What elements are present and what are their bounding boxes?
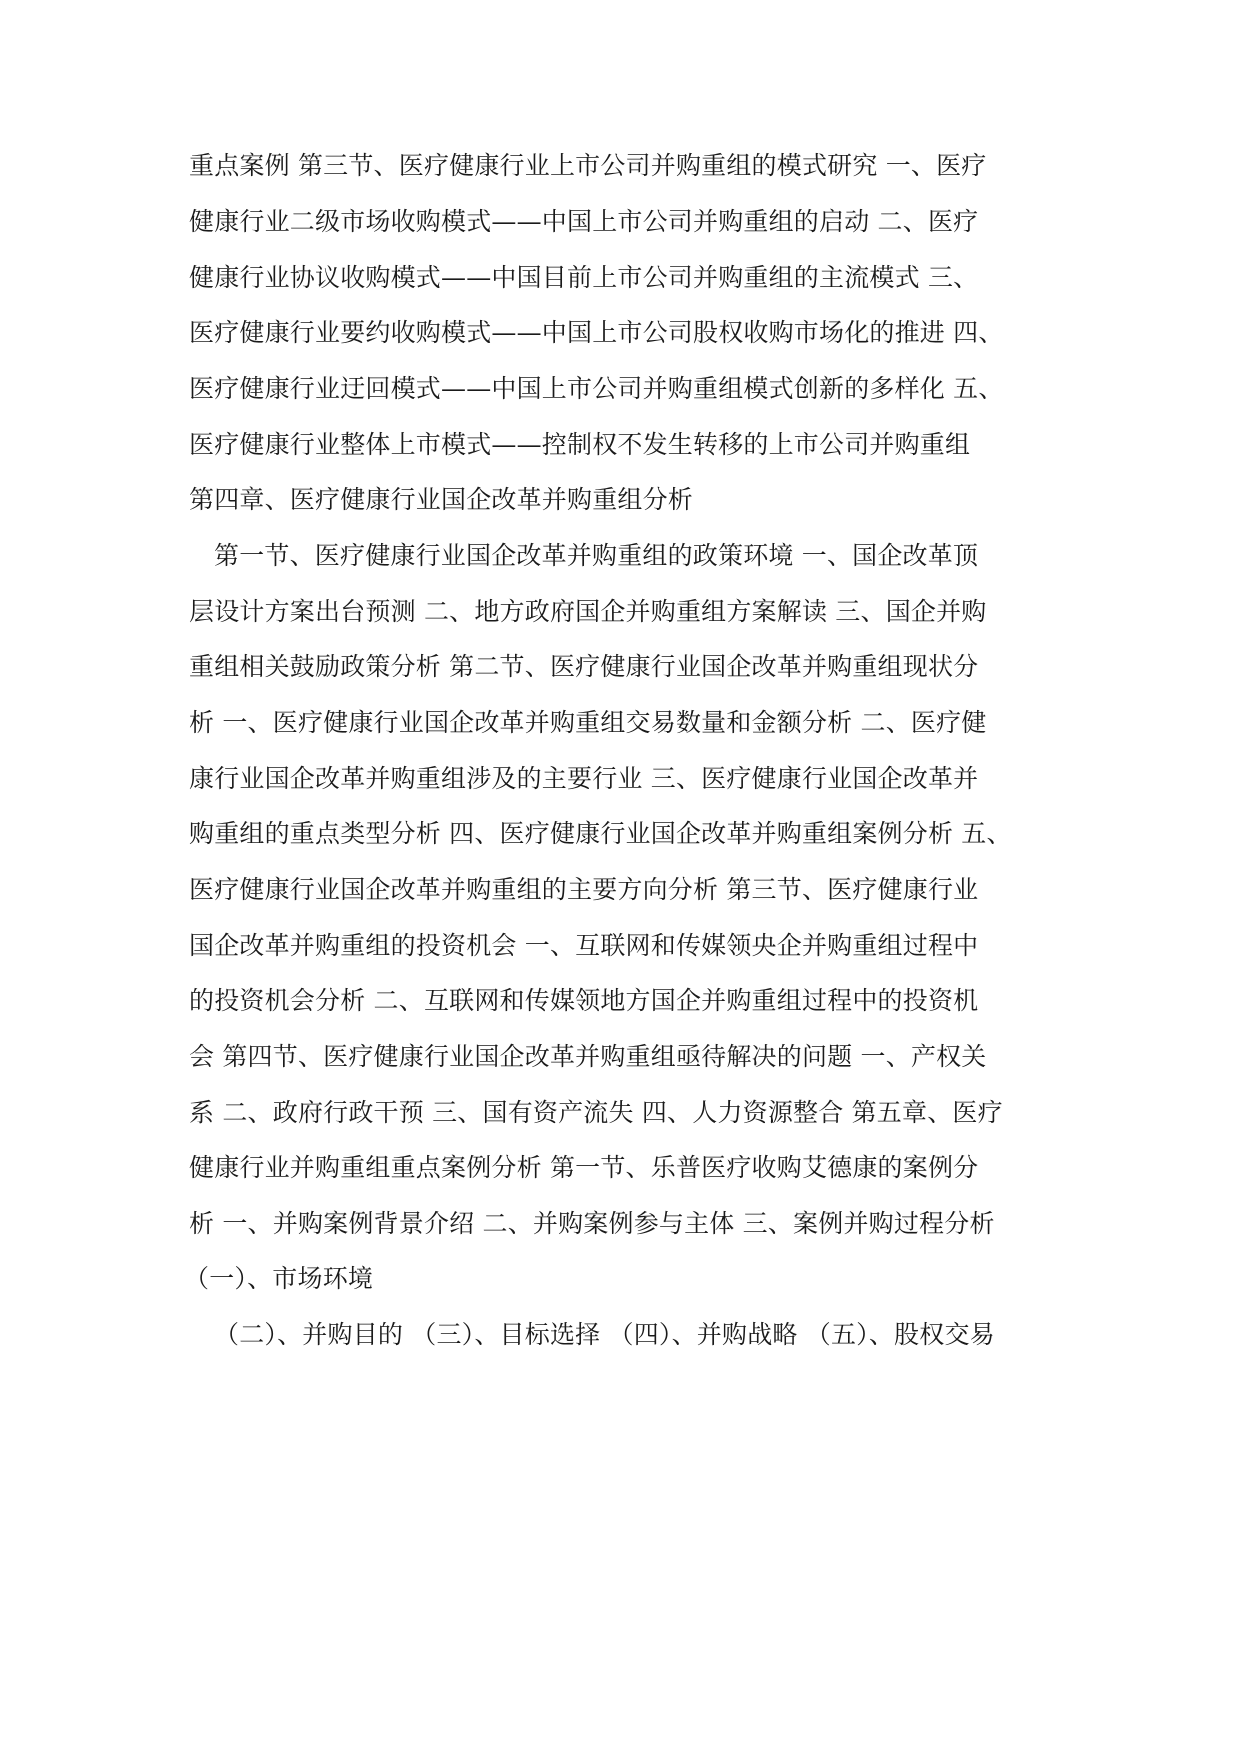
text-line: 医疗健康行业整体上市模式——控制权不发生转移的上市公司并购重组 (189, 430, 971, 459)
text-line: 国企改革并购重组的投资机会 一、互联网和传媒领央企并购重组过程中 (189, 931, 979, 960)
text-line: 重点案例 第三节、医疗健康行业上市公司并购重组的模式研究 一、医疗 (189, 151, 987, 180)
text-line: （一）、市场环境 (184, 1264, 374, 1293)
text-line: 健康行业二级市场收购模式——中国上市公司并购重组的启动 二、医疗 (189, 207, 979, 236)
text-line: 健康行业并购重组重点案例分析 第一节、乐普医疗收购艾德康的案例分 (189, 1153, 979, 1182)
text-line: 析 一、并购案例背景介绍 二、并购案例参与主体 三、案例并购过程分析 (189, 1209, 995, 1238)
text-line: 层设计方案出台预测 二、地方政府国企并购重组方案解读 三、国企并购 (189, 597, 987, 626)
text-line: 医疗健康行业迂回模式——中国上市公司并购重组模式创新的多样化 五、 (189, 374, 1004, 403)
text-line: 医疗健康行业国企改革并购重组的主要方向分析 第三节、医疗健康行业 (189, 875, 979, 904)
text-line: 医疗健康行业要约收购模式——中国上市公司股权收购市场化的推进 四、 (189, 318, 1004, 347)
text-line: 重组相关鼓励政策分析 第二节、医疗健康行业国企改革并购重组现状分 (189, 652, 979, 681)
text-line: 析 一、医疗健康行业国企改革并购重组交易数量和金额分析 二、医疗健 (189, 708, 987, 737)
text-line: 会 第四节、医疗健康行业国企改革并购重组亟待解决的问题 一、产权关 (189, 1042, 987, 1071)
chapter-heading: 第四章、医疗健康行业国企改革并购重组分析 (189, 485, 694, 514)
paragraph-start-line: 第一节、医疗健康行业国企改革并购重组的政策环境 一、国企改革顶 (214, 541, 979, 570)
text-line: 健康行业协议收购模式——中国目前上市公司并购重组的主流模式 三、 (189, 263, 979, 292)
paragraph-start-line: （二）、并购目的 （三）、目标选择 （四）、并购战略 （五）、股权交易 (214, 1320, 995, 1349)
text-line: 的投资机会分析 二、互联网和传媒领地方国企并购重组过程中的投资机 (189, 986, 979, 1015)
text-line: 购重组的重点类型分析 四、医疗健康行业国企改革并购重组案例分析 五、 (189, 819, 1012, 848)
text-line: 系 二、政府行政干预 三、国有资产流失 四、人力资源整合 第五章、医疗 (189, 1098, 1003, 1127)
text-line: 康行业国企改革并购重组涉及的主要行业 三、医疗健康行业国企改革并 (189, 764, 979, 793)
